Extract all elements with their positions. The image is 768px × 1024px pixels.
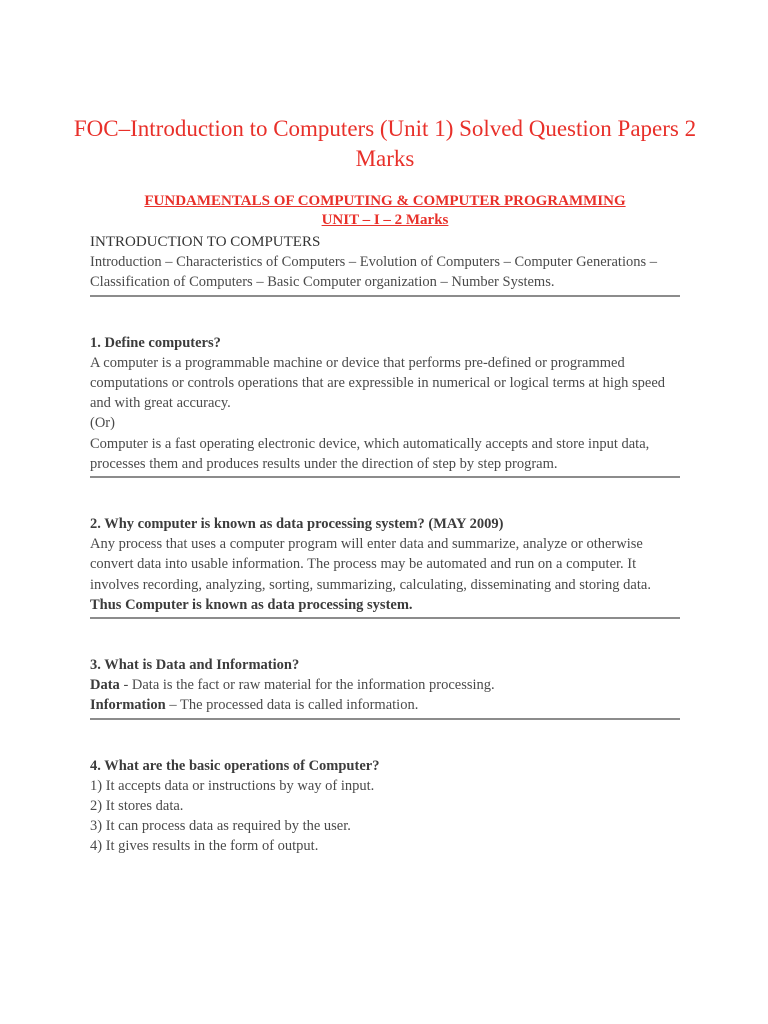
list-item: 4) It gives results in the form of output. (90, 838, 319, 855)
list-item: 3) It can process data as required by the user. (90, 818, 351, 835)
question-2-answer-bold: Thus Computer is known as data processing system. (90, 596, 413, 613)
section-divider (90, 476, 680, 478)
info-def: – The processed data is called information. (165, 697, 419, 714)
document-title: FOC–Introduction to Computers (Unit 1) Solved Question Papers 2 Marks (73, 116, 697, 171)
list-item: 1) It accepts data or instructions by way of input. (90, 777, 375, 794)
data-def: - Data is the fact or raw material for the information processing. (119, 677, 495, 694)
subtitle-line-1: FUNDAMENTALS OF COMPUTING & COMPUTER PROGRAMMING (144, 193, 626, 209)
question-1-answer: A computer is a programmable machine or device that performs pre-defined or programmed computations or controls operations that are expressible in numerical or logical terms at high speed and with great accuracy. (90, 354, 666, 412)
intro-heading: INTRODUCTION TO COMPUTERS (90, 234, 321, 250)
question-3-heading: 3. What is Data and Information? (90, 657, 300, 674)
question-1 (90, 333, 680, 478)
list-item: 2) It stores data. (90, 798, 184, 815)
question-2 (90, 514, 680, 619)
question-3 (90, 655, 680, 720)
question-1-heading: 1. Define computers? (90, 334, 221, 351)
intro-text: Introduction – Characteristics of Computers – Evolution of Computers – Computer Generations – Classification of Computers – Basic Computer organization – Number Systems. (90, 254, 658, 291)
question-4-heading: 4. What are the basic operations of Computer? (90, 757, 380, 774)
section-divider (90, 295, 680, 297)
question-1-answer-alt: Computer is a fast operating electronic device, which automatically accepts and store input data, processes them and produces results under the direction of step by step program. (90, 435, 650, 472)
document-subtitle (60, 192, 710, 230)
section-divider (90, 718, 680, 720)
data-term: Data (90, 677, 120, 694)
question-2-answer-text: Any process that uses a computer program will enter data and summarize, analyze or otherwise convert data into usable information. The process may be automated and run on a computer. It involves recording, analyzing, sorting, summarizing, calculating, disseminating and storing data. (90, 536, 651, 593)
document-body (90, 232, 680, 857)
intro-section (90, 232, 680, 297)
question-2-heading: 2. Why computer is known as data processing system? (MAY 2009) (90, 516, 504, 533)
information-definition (90, 695, 680, 715)
data-definition (90, 675, 680, 695)
question-1-or: (Or) (90, 415, 115, 432)
question-2-answer (90, 534, 680, 615)
question-4 (90, 756, 680, 857)
subtitle-line-2: UNIT – I – 2 Marks (321, 212, 449, 228)
section-divider (90, 617, 680, 619)
info-term: Information (90, 697, 166, 714)
